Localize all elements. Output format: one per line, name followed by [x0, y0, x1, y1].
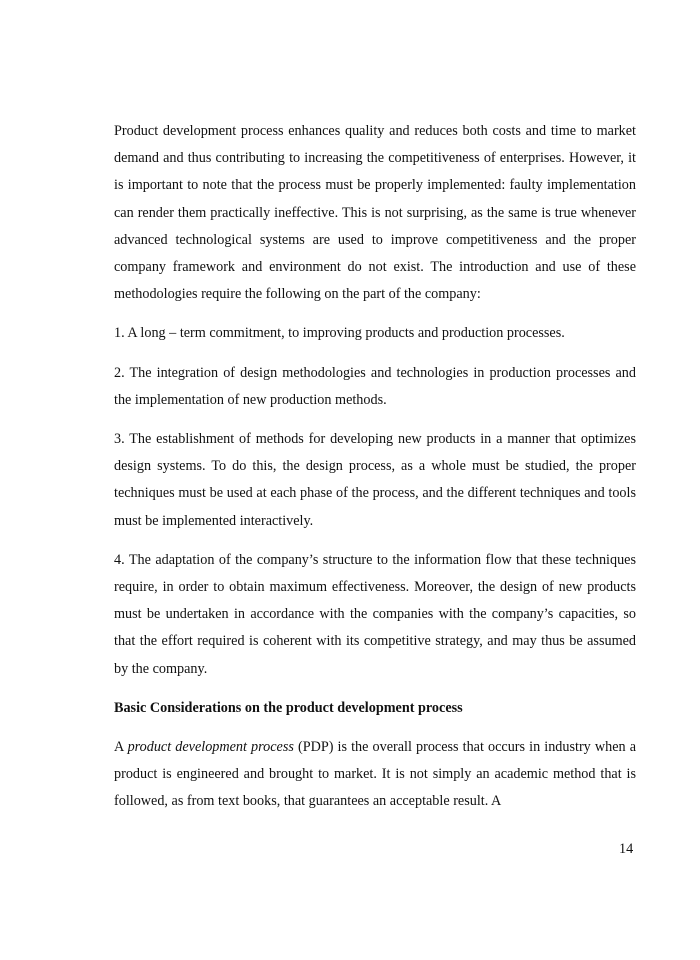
pdp-italic-term: product development process — [127, 739, 294, 756]
pdp-rest: (PDP) is the overall process that occurs in industry when a product is engineered and brought to market. It is not simply an academic method that is followed, as from text books, that guarantees an acceptable result. A — [114, 739, 636, 810]
section-heading: Basic Considerations on the product development process — [114, 699, 463, 716]
intro-paragraph: Product development process enhances quality and reduces both costs and time to market demand and thus contributing to increasing the competitiveness of enterprises. However, it is important to note that the process must be properly implemented: faulty implementation can render them practically ineffective. This is not surprising, as the same is true whenever advanced technological systems are used to improve competitiveness and the proper company framework and environment do not exist. The introduction and use of these methodologies require the following on the part of the company: — [114, 123, 636, 303]
page-number: 14 — [619, 841, 634, 857]
document-page — [114, 118, 636, 816]
pdp-paragraph — [114, 734, 636, 816]
requirement-item-1: 1. A long – term commitment, to improving products and production processes. — [114, 325, 565, 342]
requirement-item-2: 2. The integration of design methodologies and technologies in production processes and the implementation of new production methods. — [114, 364, 636, 408]
requirement-item-4: 4. The adaptation of the company’s structure to the information flow that these techniques require, in order to obtain maximum effectiveness. Moreover, the design of new products must be undertaken in accordance with the companies with the company’s capacities, so that the effort required is coherent with its competitive strategy, and may thus be assumed by the company. — [114, 551, 636, 677]
requirement-item-3: 3. The establishment of methods for developing new products in a manner that optimizes design systems. To do this, the design process, as a whole must be studied, the proper techniques must be used at each phase of the process, and the different techniques and tools must be implemented interactively. — [114, 431, 636, 529]
pdp-prefix: A — [114, 739, 128, 756]
